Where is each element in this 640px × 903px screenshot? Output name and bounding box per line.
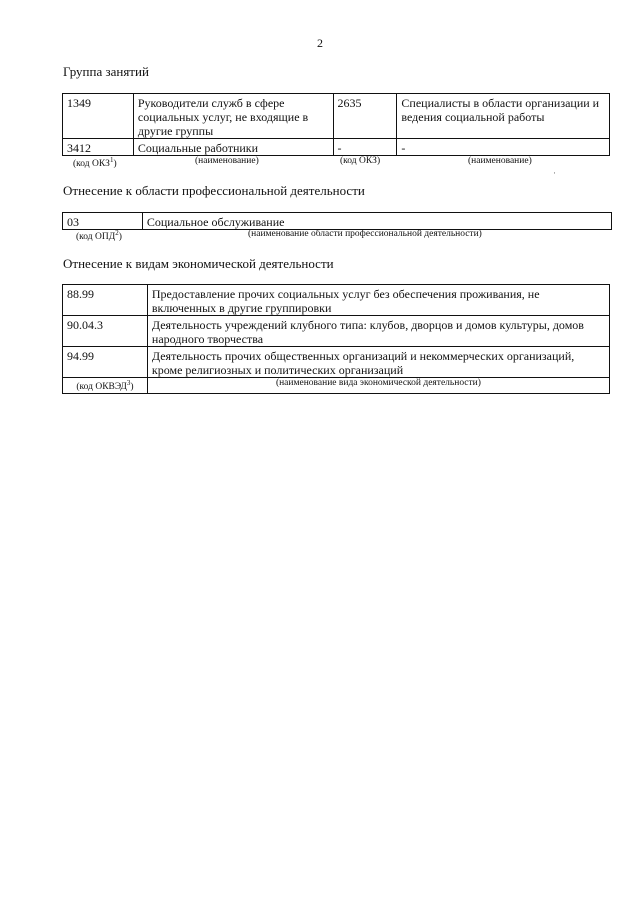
- economic-activity-heading: Отнесение к видам экономической деятельности: [63, 256, 334, 271]
- okz-code-cell: 1349: [63, 94, 134, 139]
- okz-code-caption: (код ОКЗ$^1$): [73, 156, 117, 170]
- occupation-name-cell: Социальные работники: [133, 139, 333, 156]
- occupation-group-table: [62, 93, 610, 156]
- occupation-name-cell: Специалисты в области организации и ведения социальной работы: [397, 94, 610, 139]
- okved-code-cell: 90.04.3: [63, 316, 148, 347]
- table-row: [63, 139, 610, 156]
- professional-area-heading: Отнесение к области профессиональной деятельности: [63, 183, 365, 198]
- okz-code-cell: 3412: [63, 139, 134, 156]
- table-row: [63, 285, 610, 316]
- professional-area-name-caption: (наименование области профессиональной деятельности): [248, 229, 482, 239]
- professional-area-name-cell: Социальное обслуживание: [142, 213, 611, 230]
- occupation-name-caption: (наименование): [468, 156, 532, 166]
- okz-code-caption: (код ОКЗ): [340, 156, 381, 166]
- okved-code-cell: 94.99: [63, 347, 148, 378]
- table-row: [63, 94, 610, 139]
- occupation-name-cell: Руководители служб в сфере социальных услуг, не входящие в другие группы: [133, 94, 333, 139]
- economic-activity-table: [62, 284, 610, 394]
- opd-code-caption: (код ОПД$^2$): [76, 229, 122, 243]
- table-row: [63, 347, 610, 378]
- occupation-name-cell: -: [397, 139, 610, 156]
- caption-row: [63, 378, 610, 394]
- scan-dot: ·: [553, 168, 556, 178]
- okz-code-cell: -: [333, 139, 397, 156]
- table-row: [63, 316, 610, 347]
- occupation-name-caption: (наименование): [195, 156, 259, 166]
- activity-name-cell: Деятельность учреждений клубного типа: клубов, дворцов и домов культуры, домов народного творчества: [147, 316, 609, 347]
- okz-code-cell: 2635: [333, 94, 397, 139]
- okved-code-cell: 88.99: [63, 285, 148, 316]
- okved-code-caption: (код ОКВЭД$^3$): [63, 378, 148, 394]
- activity-name-caption: (наименование вида экономической деятельности): [147, 378, 609, 394]
- opd-code-cell: 03: [63, 213, 143, 230]
- table-row: [63, 213, 612, 230]
- page-number: 2: [317, 36, 323, 50]
- occupation-group-heading: Группа занятий: [63, 64, 149, 79]
- activity-name-cell: Деятельность прочих общественных организаций и некоммерческих организаций, кроме религиозных и политических организаций: [147, 347, 609, 378]
- professional-area-table: [62, 212, 612, 230]
- activity-name-cell: Предоставление прочих социальных услуг без обеспечения проживания, не включенных в другие группировки: [147, 285, 609, 316]
